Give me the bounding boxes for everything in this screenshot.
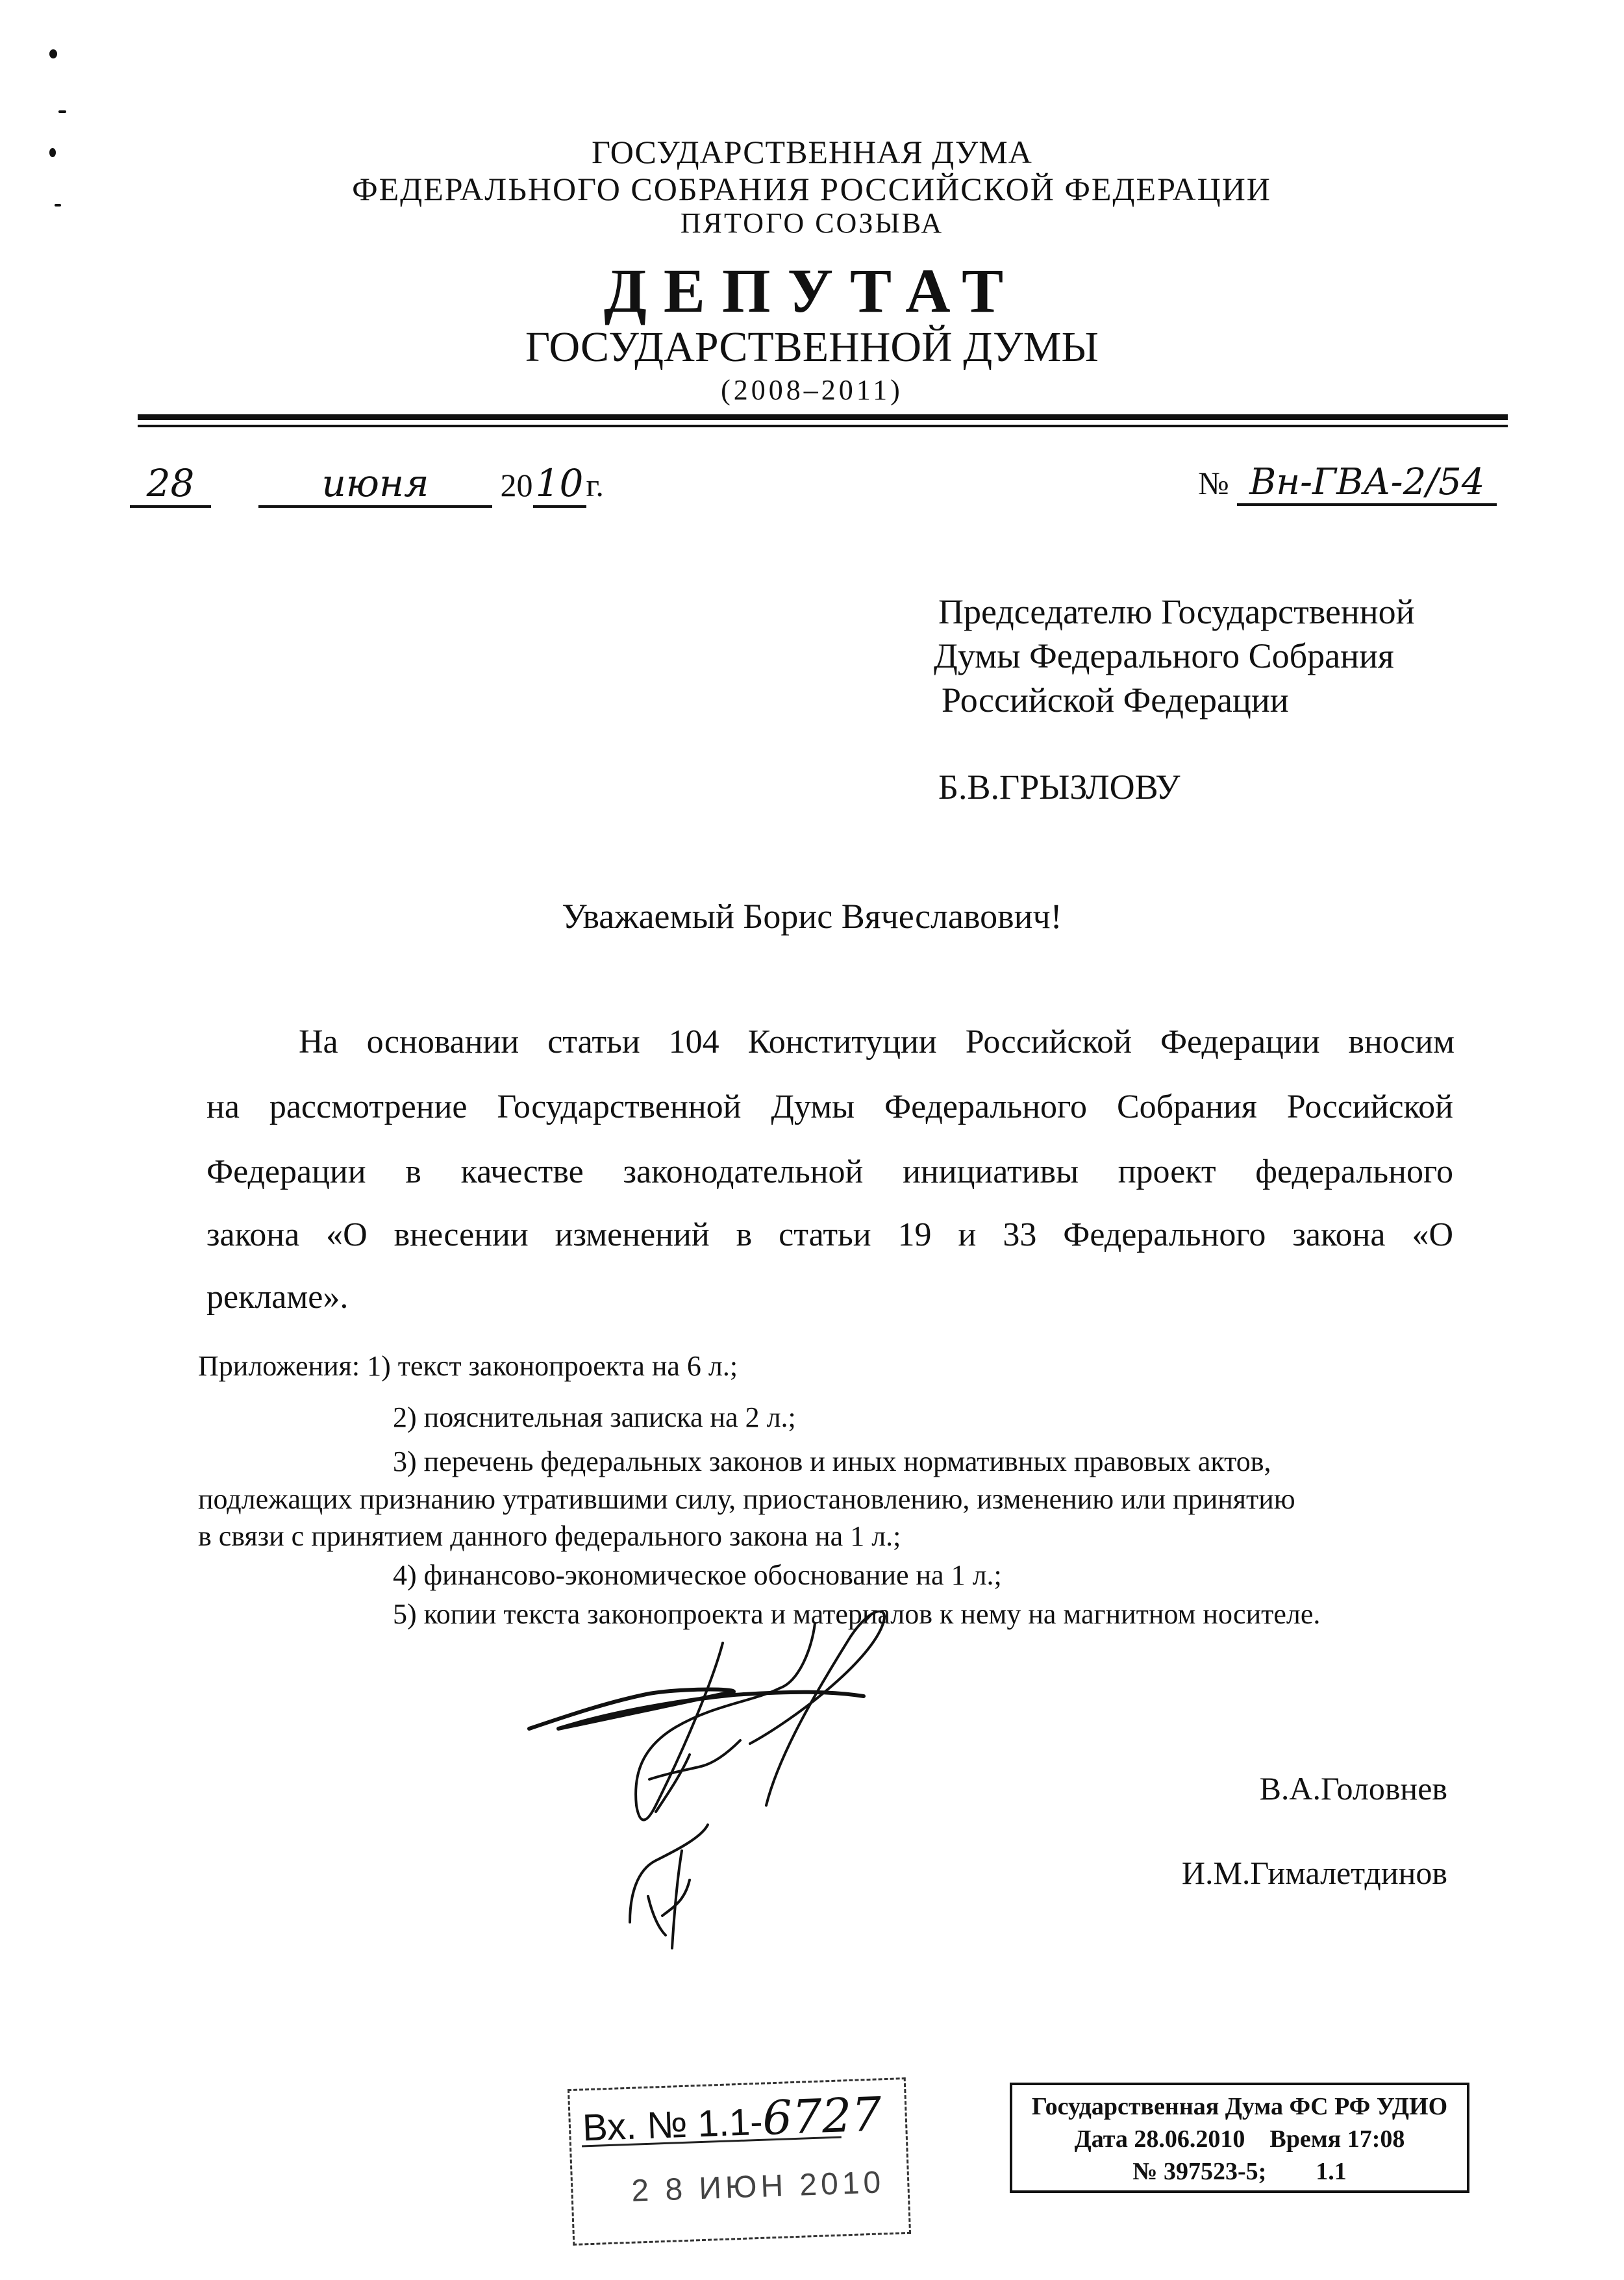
attachments-item-5: 5) копии текста законопроекта и материалов к нему на магнитном носителе. [393,1598,1321,1630]
attachments-item-3: 3) перечень федеральных законов и иных нормативных правовых актов, [393,1446,1271,1477]
letterhead-title: ДЕПУТАТ [603,256,1021,325]
body-line: Федерации в качестве законодательной инициативы проект федерального [206,1153,1453,1190]
registration-stamp-date: 28.06.2010 [1134,2125,1245,2153]
attachments-item-2: 2) пояснительная записка на 2 л.; [393,1401,796,1433]
incoming-stamp-handwritten-number: 6727 [761,2086,882,2146]
registration-stamp [1010,2083,1469,2193]
greeting: Уважаемый Борис Вячеславович! [562,897,1062,936]
registration-stamp-org: Государственная Дума ФС РФ УДИО [1031,2093,1448,2120]
signature-golovnev [529,1690,864,1729]
attachments-label: Приложения: [198,1350,360,1382]
addressee-line-2: Думы Федерального Собрания [934,636,1394,675]
signature-golovnev [649,1611,884,1812]
body-line: рекламе». [206,1279,349,1316]
registration-stamp-time: 17:08 [1347,2125,1405,2153]
attachments-item-3-cont: в связи с принятием данного федерального закона на 1 л.; [198,1520,901,1552]
signature-gimaletdinov [630,1825,708,1948]
body-line: закона «О внесении изменений в статьи 19 и 33 Федерального закона «О [206,1216,1453,1253]
registration-stamp-code: 1.1 [1316,2158,1347,2185]
letterhead-line-3: ПЯТОГО СОЗЫВА [680,207,944,239]
date-day: 28 [130,461,211,508]
letterhead-line-1: ГОСУДАРСТВЕННАЯ ДУМА [592,134,1032,170]
attachments-item-1: Приложения: 1) текст законопроекта на 6 л.; [198,1350,738,1382]
date-month: июня [258,461,492,508]
registration-stamp-datetime: Дата 28.06.2010 Время 17:08 [1074,2125,1405,2153]
incoming-stamp [568,2077,911,2246]
body-line: На основании статьи 104 Конституции Российской Федерации вносим [299,1023,1455,1060]
incoming-stamp-date: 2 8 ИЮН 2010 [631,2165,886,2209]
date-year-suffix: 10 [533,461,586,508]
date-year-prefix: 20 [500,467,533,503]
addressee-name: Б.В.ГРЫЗЛОВУ [938,768,1181,807]
signature-golovnev [636,1623,815,1820]
registration-stamp-number-line: № 397523-5; 1.1 [1132,2158,1347,2185]
document-date [130,461,604,508]
registration-stamp-number: 397523-5; [1163,2158,1267,2185]
incoming-stamp-prefix: Вх. № 1.1- [581,2100,764,2149]
letterhead-rule-thin [138,425,1508,427]
body-line: на рассмотрение Государственной Думы Федерального Собрания Российской [206,1088,1453,1125]
outgoing-number [1198,461,1497,506]
letterhead-subtitle: ГОСУДАРСТВЕННОЙ ДУМЫ [525,323,1099,371]
signatory-name-2: И.М.Гималетдинов [1181,1855,1447,1891]
attachments-item-3-cont: подлежащих признанию утратившими силу, приостановлению, изменению или принятию [198,1483,1295,1515]
letterhead-rule-thick [138,414,1508,420]
scan-speck [58,110,66,113]
addressee-line-3: Российской Федерации [942,681,1289,720]
letterhead-line-2: ФЕДЕРАЛЬНОГО СОБРАНИЯ РОССИЙСКОЙ ФЕДЕРАЦИИ [352,171,1271,207]
attachments-item-4: 4) финансово-экономическое обоснование на 1 л.; [393,1559,1002,1591]
signatory-name-1: В.А.Головнев [1259,1770,1447,1807]
number-label: № [1198,465,1229,501]
date-year-unit: г. [586,467,604,503]
number-value: Вн-ГВА-2/54 [1237,461,1497,506]
scan-speck [49,49,57,58]
letterhead-years: (2008–2011) [721,374,903,406]
addressee-line-1: Председателю Государственной [938,592,1415,631]
